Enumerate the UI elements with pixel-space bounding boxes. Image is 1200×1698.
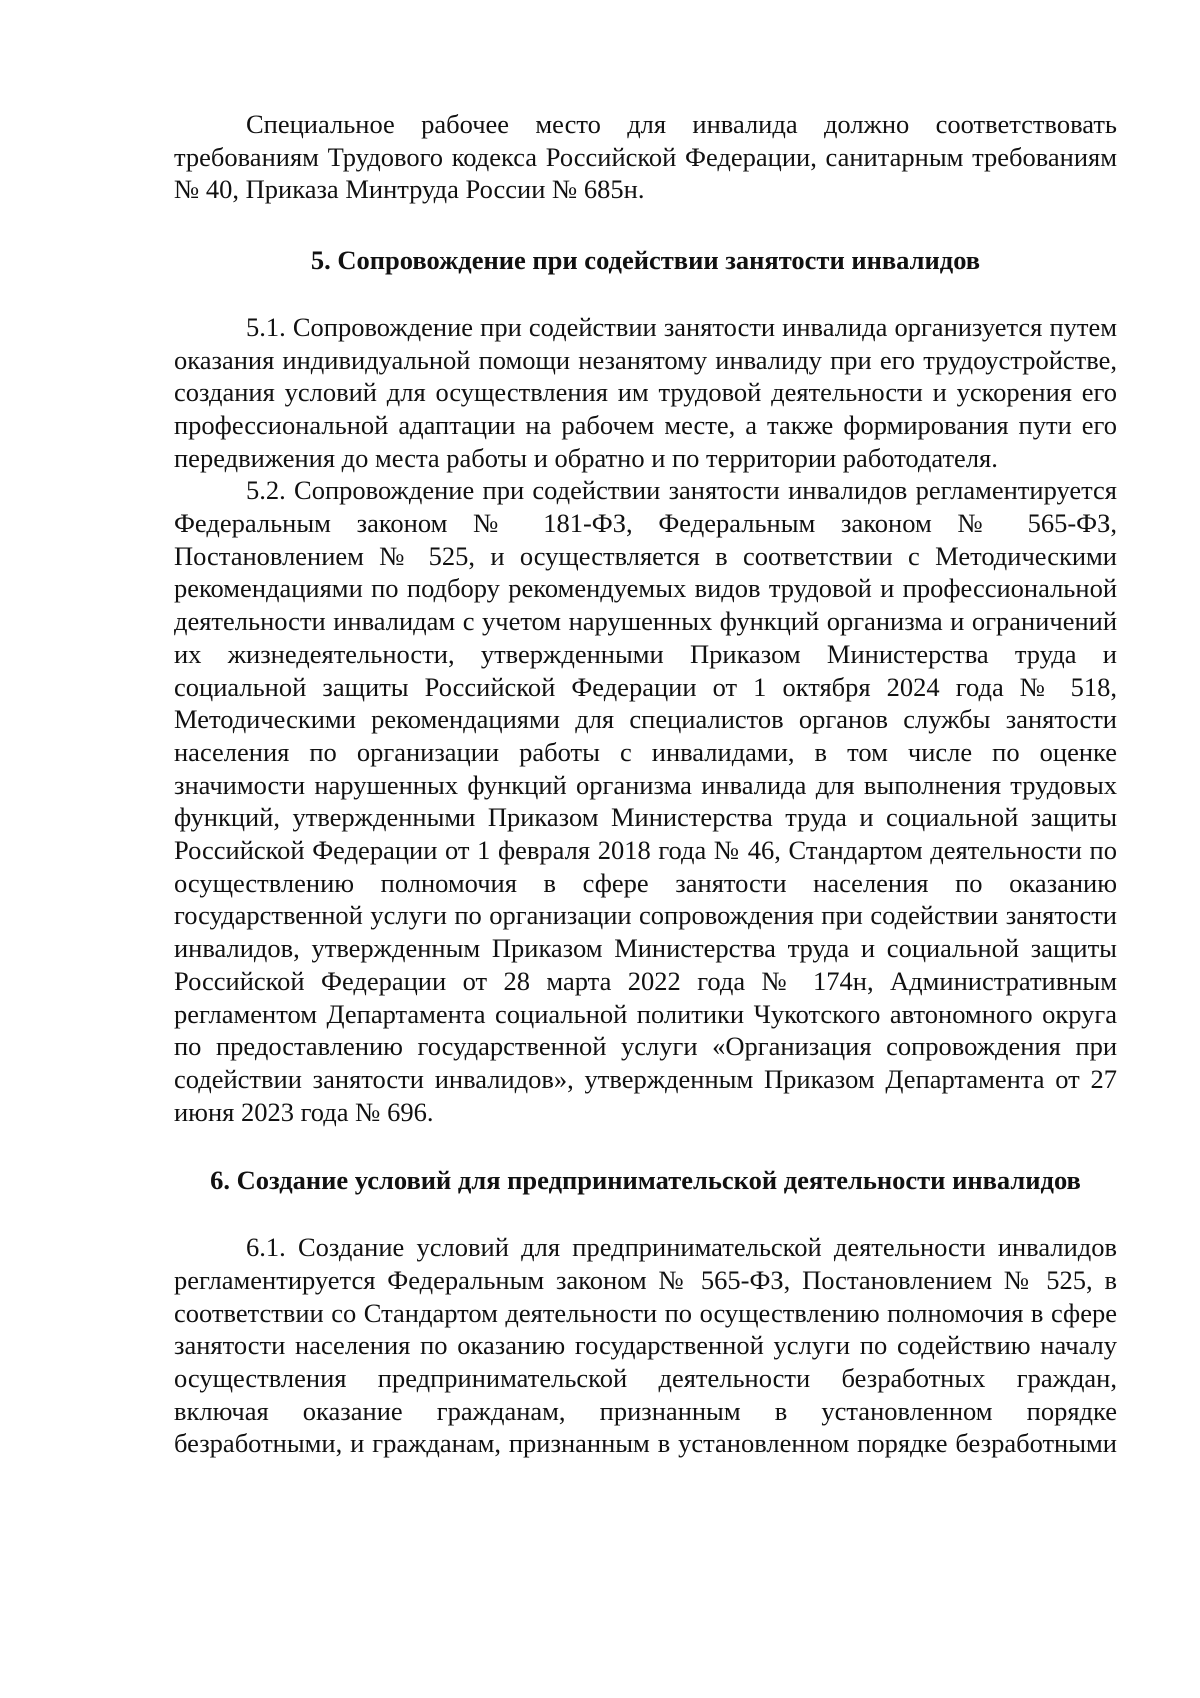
intro-paragraph: Специальное рабочее место для инвалида должно соответствовать требованиям Трудового кодекса Российской Федерации, санитарным требованиям № 40, Приказа Минтруда России № 685н.	[174, 109, 1117, 205]
section-5-paragraph-2: 5.2. Сопровождение при содействии занятости инвалидов регламентируется Федеральным законом № 181-ФЗ, Федеральным законом № 565-ФЗ, Постановлением № 525, и осуществляется в соответствии с Методическими рекомендациями по подбору рекомендуемых видов трудовой и профессиональной деятельности инвалидам с учетом нарушенных функций организма и ограничений их жизнедеятельности, утвержденными Приказом Министерства труда и социальной защиты Российской Федерации от 1 октября 2024 года № 518, Методическими рекомендациями для специалистов органов службы занятости населения по организации работы с инвалидами, в том числе по оценке значимости нарушенных функций организма инвалида для выполнения трудовых функций, утвержденными Приказом Министерства труда и социальной защиты Российской Федерации от 1 февраля 2018 года № 46, Стандартом деятельности по осуществлению полномочия в сфере занятости населения по оказанию государственной услуги по организации сопровождения при содействии занятости инвалидов, утвержденным Приказом Министерства труда и социальной защиты Российской Федерации от 28 марта 2022 года № 174н, Административным регламентом Департамента социальной политики Чукотского автономного округа по предоставлению государственной услуги «Организация сопровождения при содействии занятости инвалидов», утвержденным Приказом Департамента от 27 июня 2023 года № 696.	[174, 475, 1117, 1127]
document-body	[174, 108, 1117, 1460]
section-5-heading: 5. Сопровождение при содействии занятости инвалидов	[310, 245, 981, 276]
section-6-paragraph-1: 6.1. Создание условий для предпринимательской деятельности инвалидов регламентируется Федеральным законом № 565-ФЗ, Постановлением № 525, в соответствии со Стандартом деятельности по осуществлению полномочия в сфере занятости населения по оказанию государственной услуги по содействию началу осуществления предпринимательской деятельности безработных граждан, включая оказание гражданам, признанным в установленном порядке безработными, и гражданам, признанным в установленном порядке безработными	[174, 1232, 1117, 1459]
section-5-paragraph-1: 5.1. Сопровождение при содействии занятости инвалида организуется путем оказания индивидуальной помощи незанятому инвалиду при его трудоустройстве, создания условий для осуществления им трудовой деятельности и ускорения его профессиональной адаптации на рабочем месте, а также формирования пути его передвижения до места работы и обратно и по территории работодателя.	[174, 311, 1117, 473]
section-6-heading: 6. Создание условий для предпринимательской деятельности инвалидов	[210, 1165, 1081, 1196]
